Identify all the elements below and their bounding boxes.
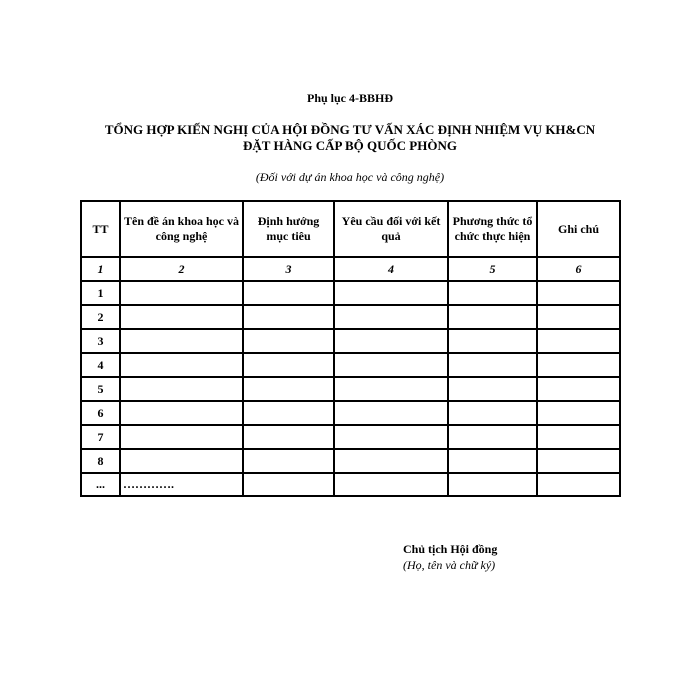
table-cell <box>448 401 537 425</box>
header-notes: Ghi chú <box>537 201 620 257</box>
table-cell <box>334 377 448 401</box>
table-row <box>81 281 620 305</box>
column-number: 6 <box>537 257 620 281</box>
header-project-name: Tên đề án khoa học và công nghệ <box>120 201 243 257</box>
row-number: 6 <box>81 401 120 425</box>
table-cell <box>120 377 243 401</box>
table-cell <box>537 305 620 329</box>
signature-role: Chủ tịch Hội đồng <box>403 542 498 556</box>
column-number: 2 <box>120 257 243 281</box>
table-cell <box>243 401 334 425</box>
row-number: 7 <box>81 425 120 449</box>
table-row <box>81 353 620 377</box>
signature-block <box>403 542 543 573</box>
table-cell <box>334 473 448 496</box>
table-cell <box>334 305 448 329</box>
table-cell <box>120 281 243 305</box>
table-cell <box>334 425 448 449</box>
table-cell <box>448 353 537 377</box>
table-row <box>81 329 620 353</box>
header-tt: TT <box>81 201 120 257</box>
table-cell <box>537 281 620 305</box>
table-cell <box>334 449 448 473</box>
row-number: 4 <box>81 353 120 377</box>
appendix-label: Phụ lục 4-BBHĐ <box>306 91 393 105</box>
table-cell <box>334 401 448 425</box>
table-row <box>81 305 620 329</box>
column-number: 4 <box>334 257 448 281</box>
table-cell <box>120 401 243 425</box>
document-subtitle: (Đối với dự án khoa học và công nghệ) <box>255 170 445 184</box>
table-cell <box>537 473 620 496</box>
table-cell <box>243 305 334 329</box>
table-cell <box>243 353 334 377</box>
table-cell <box>448 425 537 449</box>
table-cell <box>243 473 334 496</box>
table-cell <box>243 281 334 305</box>
table-cell <box>448 305 537 329</box>
title-line-2: ĐẶT HÀNG CẤP BỘ QUỐC PHÒNG <box>243 138 457 153</box>
table-row <box>81 425 620 449</box>
table-cell <box>448 473 537 496</box>
column-number: 1 <box>81 257 120 281</box>
header-objective: Định hướng mục tiêu <box>243 201 334 257</box>
table-cell <box>334 329 448 353</box>
recommendation-table <box>80 200 621 497</box>
row-ellipsis: ... <box>81 473 120 496</box>
table-cell <box>243 377 334 401</box>
column-number: 3 <box>243 257 334 281</box>
table-row-continuation <box>81 473 620 496</box>
table-cell <box>120 353 243 377</box>
table-cell <box>448 329 537 353</box>
table-row <box>81 449 620 473</box>
table-cell <box>448 449 537 473</box>
table-header-row <box>81 201 620 257</box>
table-cell <box>334 353 448 377</box>
signature-hint: (Họ, tên và chữ ký) <box>403 558 496 572</box>
row-number: 1 <box>81 281 120 305</box>
table-cell <box>537 401 620 425</box>
table-cell <box>120 329 243 353</box>
table-cell <box>120 305 243 329</box>
header-implementation-method: Phương thức tổ chức thực hiện <box>448 201 537 257</box>
row-number: 8 <box>81 449 120 473</box>
table-cell <box>537 329 620 353</box>
table-cell <box>334 281 448 305</box>
table-cell <box>243 449 334 473</box>
title-line-1: TỔNG HỢP KIẾN NGHỊ CỦA HỘI ĐỒNG TƯ VẤN XÁC ĐỊNH NHIỆM VỤ KH&CN <box>104 122 596 137</box>
table-row <box>81 401 620 425</box>
header-result-requirement: Yêu cầu đối với kết quả <box>334 201 448 257</box>
table-cell <box>120 425 243 449</box>
table-cell <box>243 425 334 449</box>
column-number: 5 <box>448 257 537 281</box>
row-number: 5 <box>81 377 120 401</box>
row-dots: …………. <box>120 473 243 496</box>
row-number: 3 <box>81 329 120 353</box>
table-cell <box>448 281 537 305</box>
table-cell <box>448 377 537 401</box>
table-cell <box>537 353 620 377</box>
column-number-row <box>81 257 620 281</box>
document-title <box>0 122 700 154</box>
table-cell <box>537 425 620 449</box>
table-cell <box>120 449 243 473</box>
table-cell <box>537 449 620 473</box>
table-cell <box>243 329 334 353</box>
table-row <box>81 377 620 401</box>
table-cell <box>537 377 620 401</box>
row-number: 2 <box>81 305 120 329</box>
